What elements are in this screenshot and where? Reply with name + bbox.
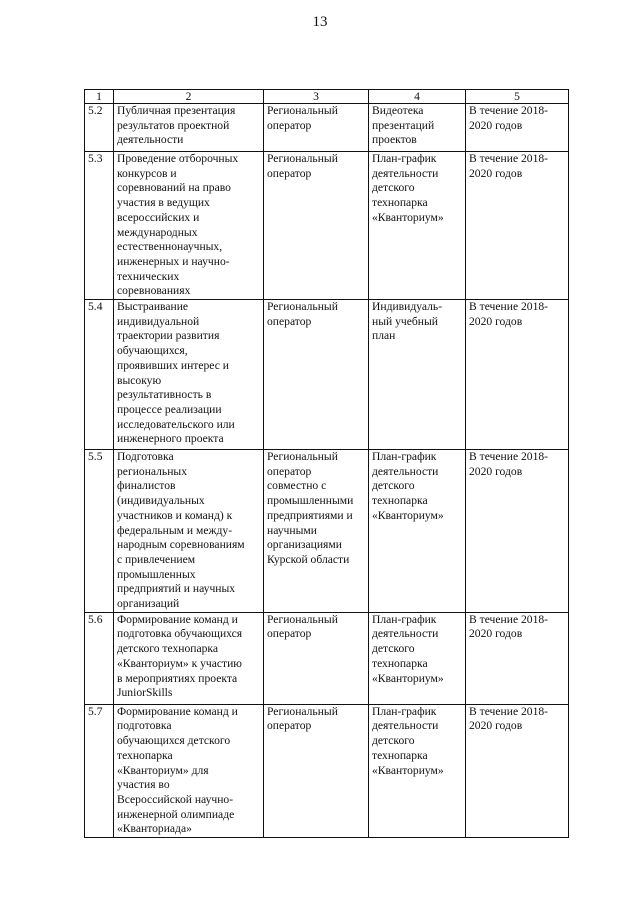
page-number: 13 (312, 14, 328, 30)
responsible-cell: Региональный оператор (264, 300, 369, 450)
table-row (85, 450, 569, 613)
term-cell: В течение 2018- 2020 годов (466, 152, 569, 300)
header-col-1: 1 (85, 90, 114, 104)
responsible-cell: Региональный оператор (264, 104, 369, 152)
result-cell: План-график деятельности детского технопарка «Кванториум» (369, 152, 466, 300)
term-cell: В течение 2018- 2020 годов (466, 300, 569, 450)
header-col-4: 4 (369, 90, 466, 104)
activity-cell: Формирование команд и подготовка обучающихся детского технопарка «Кванториум» для участия во Всероссийской научно- инженерной олимпиаде «Кванториада» (114, 704, 264, 837)
result-cell: План-график деятельности детского технопарка «Кванториум» (369, 612, 466, 704)
term-cell: В течение 2018- 2020 годов (466, 104, 569, 152)
item-number: 5.7 (85, 704, 114, 837)
activity-cell: Публичная презентация результатов проектной деятельности (114, 104, 264, 152)
table-row (85, 612, 569, 704)
responsible-cell: Региональный оператор (264, 704, 369, 837)
header-col-3: 3 (264, 90, 369, 104)
header-col-2: 2 (114, 90, 264, 104)
item-number: 5.5 (85, 450, 114, 613)
item-number: 5.6 (85, 612, 114, 704)
activity-cell: Формирование команд и подготовка обучающихся детского технопарка «Кванториум» к участию в мероприятиях проекта JuniorSkills (114, 612, 264, 704)
term-cell: В течение 2018- 2020 годов (466, 450, 569, 613)
table-row (85, 300, 569, 450)
responsible-cell: Региональный оператор (264, 152, 369, 300)
activities-table (84, 89, 569, 838)
responsible-cell: Региональный оператор совместно с промышленными предприятиями и научными организациями Курской области (264, 450, 369, 613)
responsible-cell: Региональный оператор (264, 612, 369, 704)
table-body (85, 104, 569, 838)
activity-cell: Проведение отборочных конкурсов и соревнований на право участия в ведущих всероссийских и международных естественнонаучных, инженерных и научно- технических соревнованиях (114, 152, 264, 300)
item-number: 5.4 (85, 300, 114, 450)
result-cell: План-график деятельности детского технопарка «Кванториум» (369, 704, 466, 837)
result-cell: Индивидуаль- ный учебный план (369, 300, 466, 450)
activity-cell: Выстраивание индивидуальной траектории развития обучающихся, проявивших интерес и высокую результативность в процессе реализации исследовательского или инженерного проекта (114, 300, 264, 450)
header-col-5: 5 (466, 90, 569, 104)
result-cell: Видеотека презентаций проектов (369, 104, 466, 152)
table-row (85, 104, 569, 152)
term-cell: В течение 2018- 2020 годов (466, 704, 569, 837)
table-row (85, 704, 569, 837)
result-cell: План-график деятельности детского технопарка «Кванториум» (369, 450, 466, 613)
table-row (85, 152, 569, 300)
header-row (85, 90, 569, 104)
item-number: 5.2 (85, 104, 114, 152)
table-header (85, 90, 569, 104)
item-number: 5.3 (85, 152, 114, 300)
activity-cell: Подготовка региональных финалистов (индивидуальных участников и команд) к федеральным и между- народным соревнованиям с привлечением промышленных предприятий и научных организаций (114, 450, 264, 613)
term-cell: В течение 2018- 2020 годов (466, 612, 569, 704)
